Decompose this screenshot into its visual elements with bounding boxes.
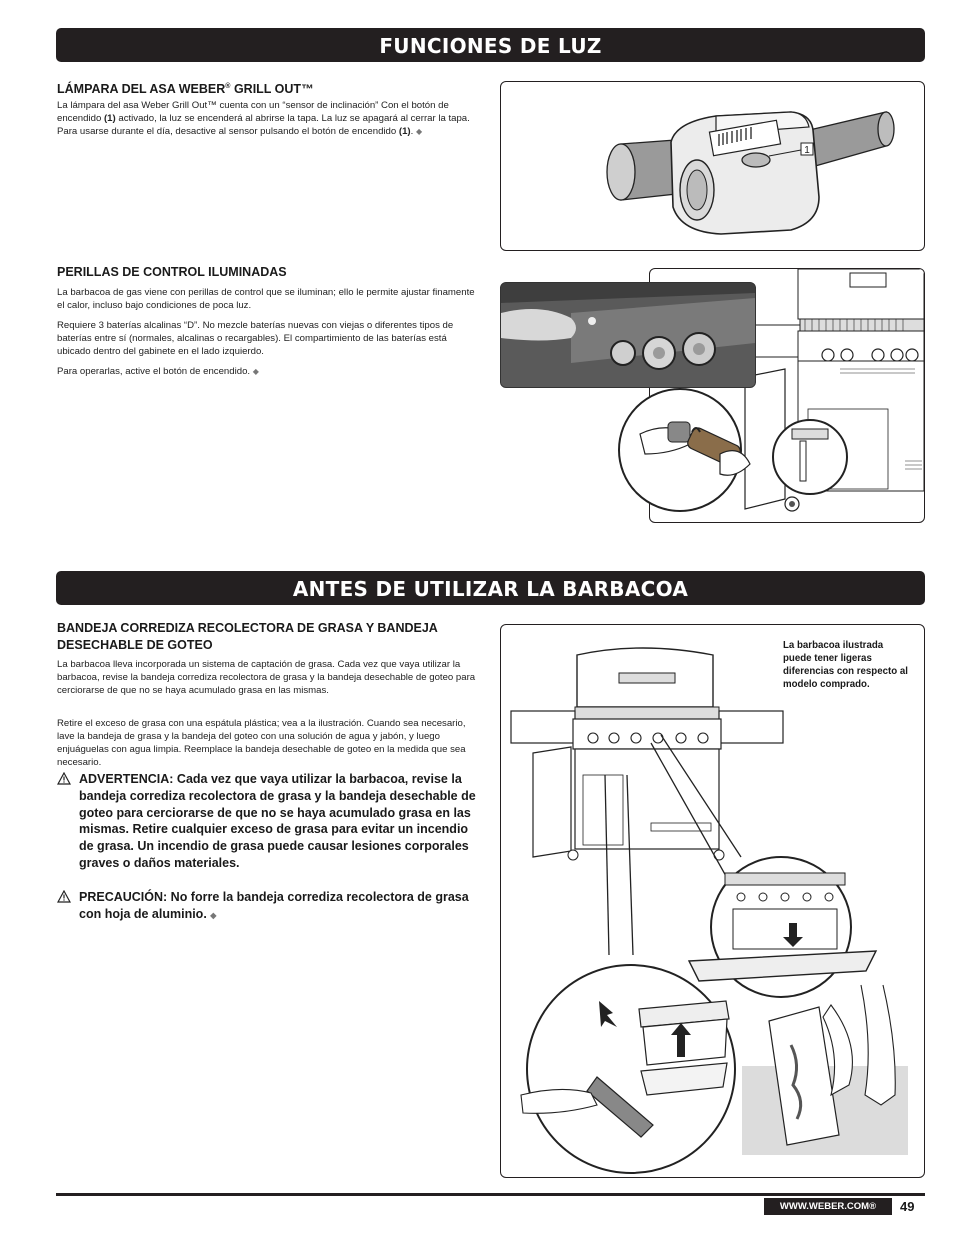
lamp-text-3: .	[410, 125, 416, 137]
grill-handle-lamp-drawing	[501, 82, 924, 250]
end-diamond-icon: ◆	[210, 910, 217, 920]
caution-block	[57, 889, 485, 925]
section-banner-antes	[56, 571, 925, 605]
caution-text: PRECAUCIÓN: No forre la bandeja corrediza recolectora de grasa con hoja de aluminio.	[79, 890, 469, 921]
end-diamond-icon: ◆	[415, 126, 423, 136]
grill-drip-tray-drawing	[501, 625, 924, 1177]
callout-number: 1	[804, 145, 810, 156]
knobs-paragraph-3	[57, 366, 482, 379]
lamp-heading	[57, 78, 314, 98]
website-link[interactable]: WWW.WEBER.COM®	[764, 1198, 892, 1215]
knob-photo	[500, 282, 756, 388]
lamp-heading-text: LÁMPARA DEL ASA WEBER	[57, 82, 226, 97]
lamp-ref-1: (1)	[103, 112, 116, 124]
heading-line-2: DESECHABLE DE GOTEO	[57, 638, 213, 652]
knobs-paragraph-1: La barbacoa de gas viene con perillas de control que se iluminan; ello le permite ajustar finamente el calor, incluso bajo condiciones de poca luz.	[57, 287, 475, 311]
battery-insert-magnifier	[600, 384, 760, 514]
grease-tray-illustration	[500, 624, 925, 1178]
warning-block	[57, 771, 485, 872]
grease-paragraph-1: La barbacoa lleva incorporada un sistema de captación de grasa. Cada vez que vaya utilizar la barbacoa, revise la bandeja corrediza recolectora de grasa y la bandeja desechable de goteo para cerciorarse de que no se haya acumulado grasa en las mismas.	[57, 659, 476, 696]
registered-mark: ®	[225, 83, 231, 90]
section-title: FUNCIONES DE LUZ	[379, 34, 602, 58]
section-banner-luz	[56, 28, 925, 62]
lamp-heading-suffix: GRILL OUT™	[230, 82, 314, 97]
knobs-heading-text: PERILLAS DE CONTROL ILUMINADAS	[57, 265, 287, 279]
end-diamond-icon: ◆	[252, 367, 259, 376]
lamp-illustration	[500, 81, 925, 251]
warning-triangle-icon	[57, 772, 71, 785]
illustration-note: La barbacoa ilustrada puede tener ligeras diferencias con respecto al modelo comprado.	[783, 640, 908, 690]
knobs-heading	[57, 264, 287, 281]
warning-text: ADVERTENCIA: Cada vez que vaya utilizar la barbacoa, revise la bandeja corrediza recolectora de grasa y la bandeja desechable de goteo para cerciorarse de que no se haya acumulado grasa en las mismas. Retire cualquier exceso de grasa para evitar un incendio de grasa. Un incendio de grasa puede causar lesiones corporales graves o daños materiales.	[79, 772, 476, 870]
lamp-text-1: La lámpara del asa Weber Grill Out™ cuenta con un “sensor de inclinación” Con el botón de encendido	[57, 100, 449, 124]
page-number: 49	[900, 1199, 915, 1214]
knobs-text: Para operarlas, active el botón de encendido.	[57, 366, 253, 377]
lit-knobs-photo	[501, 283, 755, 387]
knobs-paragraph-2: Requiere 3 baterías alcalinas “D”. No mezcle baterías nuevas con viejas o diferentes tipos de baterías entre sí (normales, alcalinas o recargables). El compartimiento de las baterías está ubicado dentro del gabinete en el lado izquierdo.	[57, 320, 454, 357]
grease-tray-heading	[57, 620, 487, 654]
heading-line-1: BANDEJA CORREDIZA RECOLECTORA DE GRASA Y BANDEJA	[57, 621, 438, 635]
section-title: ANTES DE UTILIZAR LA BARBACOA	[292, 577, 689, 601]
footer-rule	[56, 1193, 925, 1196]
lamp-text-2: activado, la luz se encenderá al abrirse la tapa. La luz se apagará al cerrar la tapa. Para usarse durante el día, desactive al sensor pulsando el botón de encendido	[57, 112, 470, 137]
lamp-paragraph	[57, 100, 482, 139]
lamp-ref-2: (1)	[398, 125, 411, 137]
grease-paragraph-2: Retire el exceso de grasa con una espátula plástica; vea a la ilustración. Cuando sea necesario, lave la bandeja de grasa y la bandeja del goteo con una solución de agua y jabón, y luego enjuáguelas con agua limpia. Reemplace la bandeja desechable de goteo en la medida que sea necesario.	[57, 718, 466, 768]
caution-triangle-icon	[57, 890, 71, 903]
